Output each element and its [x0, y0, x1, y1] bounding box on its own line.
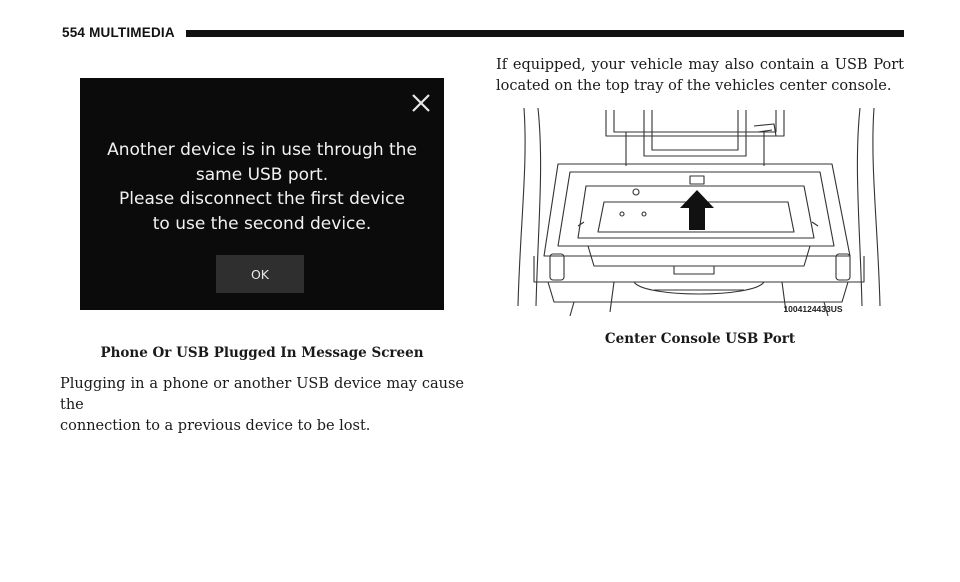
- screen-message-line: to use the second device.: [152, 213, 372, 234]
- paragraph-right: [496, 55, 904, 97]
- screen-message-line: Please disconnect the first device: [119, 189, 405, 209]
- page-header: [62, 24, 904, 44]
- paragraph-line: connection to a previous device to be lost.: [60, 418, 371, 434]
- usb-message-screen-figure: [80, 78, 444, 310]
- paragraph-line: located on the top tray of the vehicles center console.: [496, 78, 892, 94]
- usb-port-arrow-icon: [680, 190, 714, 230]
- page-header-title: 554 MULTIMEDIA: [62, 25, 175, 40]
- paragraph-line: Plugging in a phone or another USB device may cause the: [60, 376, 464, 413]
- paragraph-left: [60, 374, 464, 437]
- figure-caption-left: Phone Or USB Plugged In Message Screen: [100, 345, 424, 361]
- center-console-illustration: [514, 106, 884, 318]
- figure-caption-right: Center Console USB Port: [604, 331, 796, 347]
- header-rule: [186, 30, 904, 37]
- paragraph-line: If equipped, your vehicle may also contain a USB Port: [496, 57, 904, 73]
- ok-button: OK: [216, 255, 304, 293]
- screen-message-line: same USB port.: [195, 164, 329, 185]
- screen-message-line: Another device is in use through the: [107, 140, 417, 160]
- screen-message: [96, 138, 428, 236]
- figure-code: 1004124433US: [783, 304, 843, 314]
- close-icon: [410, 92, 432, 114]
